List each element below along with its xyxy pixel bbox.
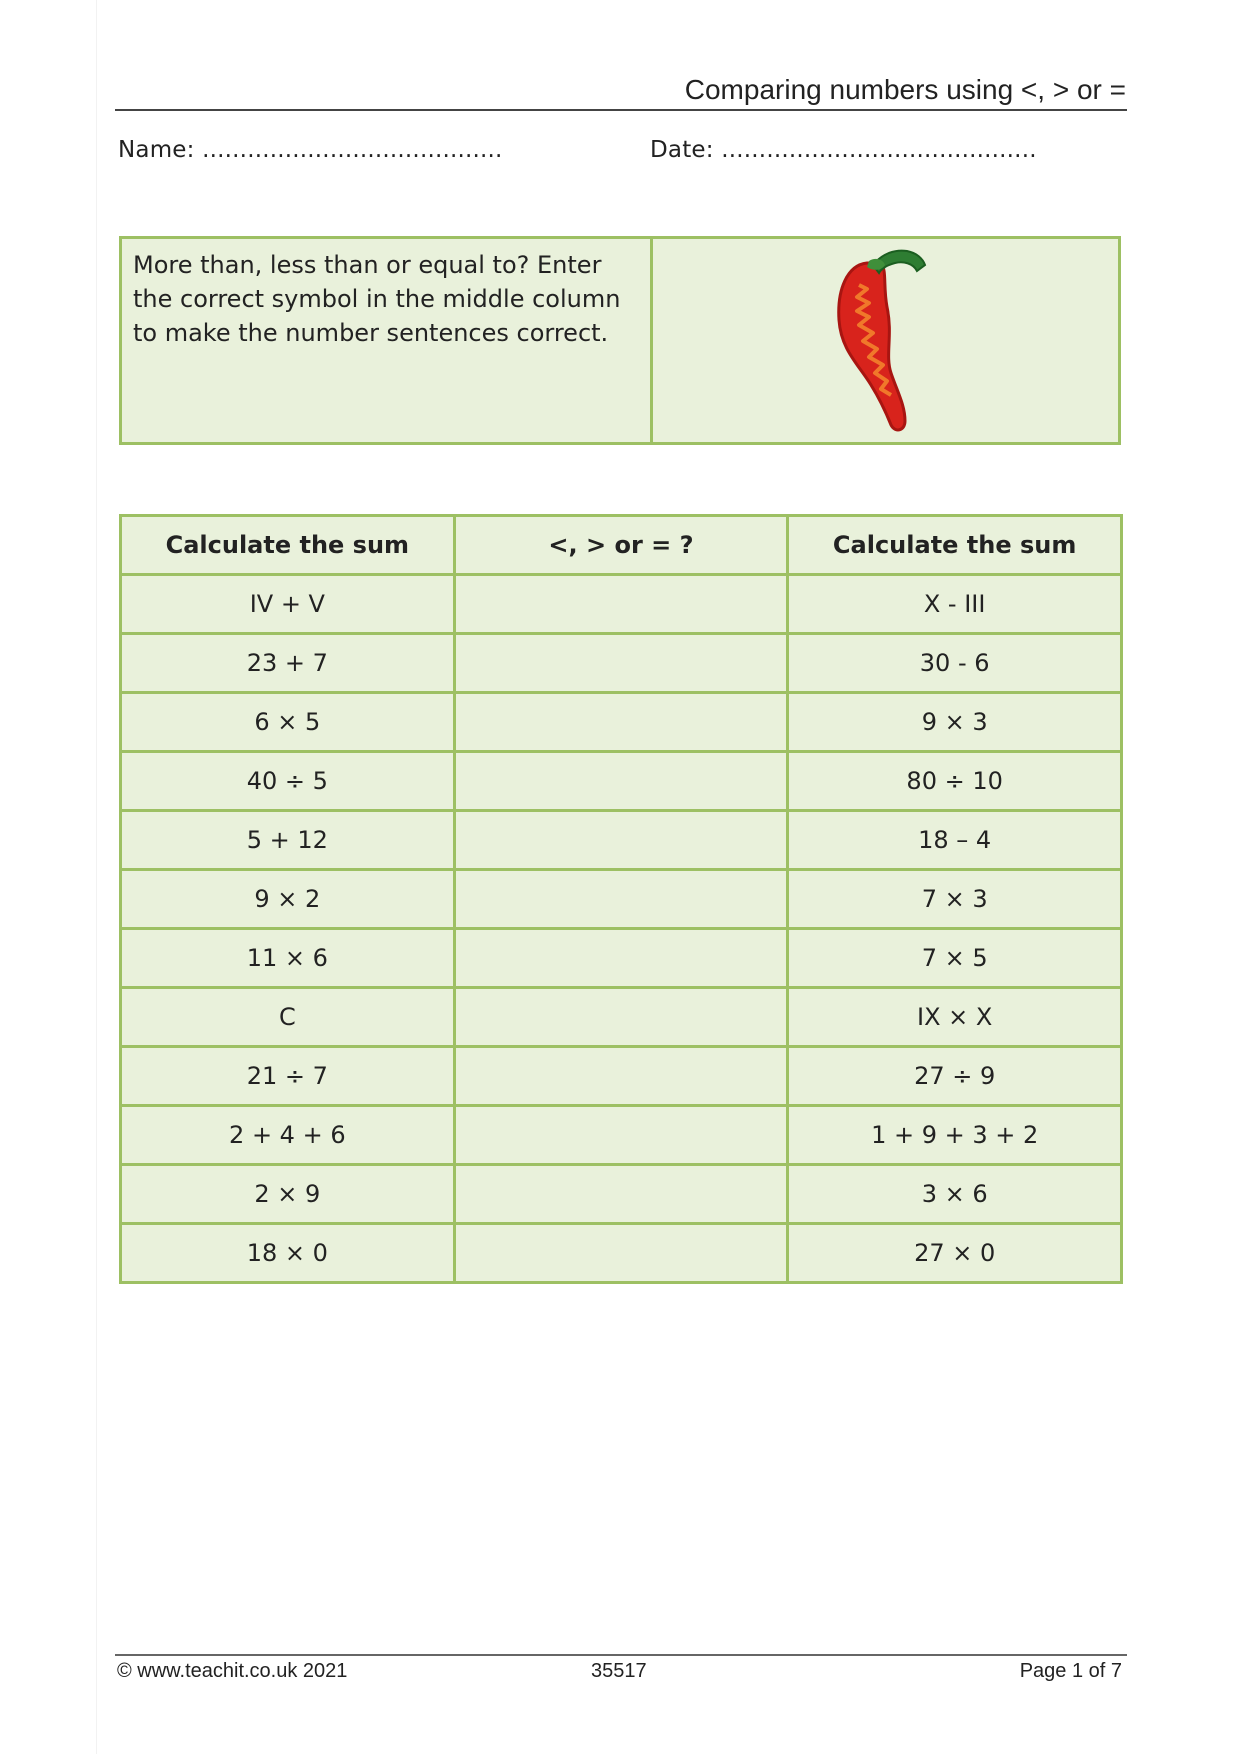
red-chilli-pepper-icon bbox=[829, 245, 939, 435]
left-sum-cell: 18 × 0 bbox=[121, 1224, 455, 1283]
table-row bbox=[121, 1224, 1122, 1283]
left-sum-cell: 40 ÷ 5 bbox=[121, 752, 455, 811]
right-sum-cell: 80 ÷ 10 bbox=[788, 752, 1122, 811]
footer-divider bbox=[115, 1654, 1127, 1656]
table-row bbox=[121, 811, 1122, 870]
right-sum-cell: 3 × 6 bbox=[788, 1165, 1122, 1224]
symbol-answer-cell[interactable] bbox=[454, 1106, 788, 1165]
right-column-header: Calculate the sum bbox=[788, 516, 1122, 575]
right-sum-cell: 27 ÷ 9 bbox=[788, 1047, 1122, 1106]
symbol-answer-cell[interactable] bbox=[454, 752, 788, 811]
symbol-answer-cell[interactable] bbox=[454, 929, 788, 988]
title-divider bbox=[115, 109, 1127, 111]
table-row bbox=[121, 634, 1122, 693]
right-sum-cell: IX × X bbox=[788, 988, 1122, 1047]
right-sum-cell: 7 × 3 bbox=[788, 870, 1122, 929]
right-sum-cell: X - III bbox=[788, 575, 1122, 634]
right-sum-cell: 9 × 3 bbox=[788, 693, 1122, 752]
name-dotted-line[interactable]: ........................................ bbox=[202, 137, 503, 163]
symbol-answer-cell[interactable] bbox=[454, 1224, 788, 1283]
name-label: Name: bbox=[118, 137, 195, 163]
table-row bbox=[121, 575, 1122, 634]
table-row bbox=[121, 752, 1122, 811]
footer-copyright: © www.teachit.co.uk 2021 bbox=[117, 1660, 348, 1682]
date-label: Date: bbox=[650, 137, 714, 163]
left-sum-cell: 21 ÷ 7 bbox=[121, 1047, 455, 1106]
table-row bbox=[121, 929, 1122, 988]
left-sum-cell: 23 + 7 bbox=[121, 634, 455, 693]
table-row bbox=[121, 870, 1122, 929]
left-sum-cell: IV + V bbox=[121, 575, 455, 634]
right-sum-cell: 18 – 4 bbox=[788, 811, 1122, 870]
left-sum-cell: 2 + 4 + 6 bbox=[121, 1106, 455, 1165]
comparison-table bbox=[119, 514, 1123, 1284]
symbol-answer-cell[interactable] bbox=[454, 1165, 788, 1224]
footer-page-number: Page 1 of 7 bbox=[1019, 1660, 1122, 1682]
table-row bbox=[121, 1047, 1122, 1106]
left-sum-cell: 5 + 12 bbox=[121, 811, 455, 870]
left-sum-cell: 11 × 6 bbox=[121, 929, 455, 988]
left-column-header: Calculate the sum bbox=[121, 516, 455, 575]
left-sum-cell: 6 × 5 bbox=[121, 693, 455, 752]
symbol-answer-cell[interactable] bbox=[454, 1047, 788, 1106]
symbol-column-header: <, > or = ? bbox=[454, 516, 788, 575]
date-dotted-line[interactable]: .......................................... bbox=[721, 137, 1037, 163]
table-row bbox=[121, 1165, 1122, 1224]
right-sum-cell: 1 + 9 + 3 + 2 bbox=[788, 1106, 1122, 1165]
left-sum-cell: 9 × 2 bbox=[121, 870, 455, 929]
symbol-answer-cell[interactable] bbox=[454, 811, 788, 870]
name-field[interactable] bbox=[118, 137, 503, 163]
right-sum-cell: 7 × 5 bbox=[788, 929, 1122, 988]
table-row bbox=[121, 988, 1122, 1047]
symbol-answer-cell[interactable] bbox=[454, 693, 788, 752]
symbol-answer-cell[interactable] bbox=[454, 870, 788, 929]
symbol-answer-cell[interactable] bbox=[454, 988, 788, 1047]
table-header-row bbox=[121, 516, 1122, 575]
left-sum-cell: C bbox=[121, 988, 455, 1047]
instructions-text: More than, less than or equal to? Enter the correct symbol in the middle column to make the number sentences correct. bbox=[122, 239, 653, 442]
date-field[interactable] bbox=[650, 137, 1037, 163]
page-edge-shadow bbox=[96, 0, 97, 1754]
instructions-box bbox=[119, 236, 1121, 445]
right-sum-cell: 27 × 0 bbox=[788, 1224, 1122, 1283]
table-row bbox=[121, 1106, 1122, 1165]
left-sum-cell: 2 × 9 bbox=[121, 1165, 455, 1224]
right-sum-cell: 30 - 6 bbox=[788, 634, 1122, 693]
illustration-cell bbox=[653, 239, 1118, 442]
symbol-answer-cell[interactable] bbox=[454, 575, 788, 634]
footer-resource-id: 35517 bbox=[591, 1660, 647, 1682]
symbol-answer-cell[interactable] bbox=[454, 634, 788, 693]
table-row bbox=[121, 693, 1122, 752]
page-title: Comparing numbers using <, > or = bbox=[684, 74, 1126, 105]
